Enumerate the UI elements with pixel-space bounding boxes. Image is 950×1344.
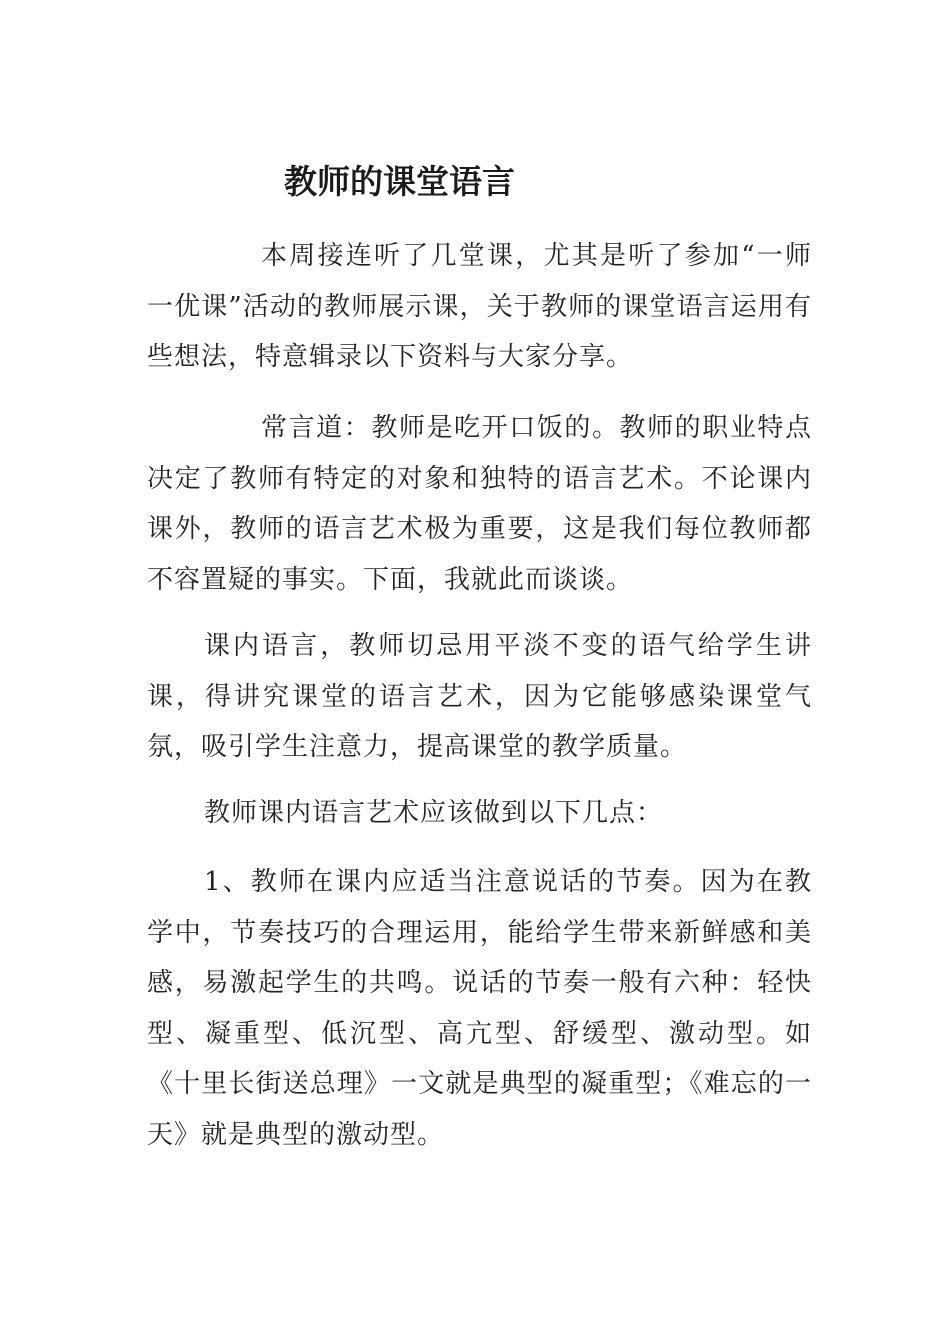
paragraph-saying: 常言道：教师是吃开口饭的。教师的职业特点决定了教师有特定的对象和独特的语言艺术。不论课内课外，教师的语言艺术极为重要，这是我们每位教师都不容置疑的事实。下面，我就此而谈谈。 [147,413,812,595]
paragraph-point-1: 1、教师在课内应适当注意说话的节奏。因为在教学中，节奏技巧的合理运用，能给学生带来新鲜感和美感，易激起学生的共鸣。说话的节奏一般有六种：轻快型、凝重型、低沉型、高亢型、舒缓型、激动型。如《十里长街送总理》一文就是典型的凝重型；《难忘的一天》就是典型的激动型。 [147,867,812,1150]
paragraph-points-intro: 教师课内语言艺术应该做到以下几点： [204,798,664,828]
paragraph-in-class-language: 课内语言，教师切忌用平淡不变的语气给学生讲课，得讲究课堂的语言艺术，因为它能够感染课堂气氛，吸引学生注意力，提高课堂的教学质量。 [147,631,812,762]
document-title: 教师的课堂语言 [284,162,515,201]
paragraph-intro: 本周接连听了几堂课，尤其是听了参加“一师一优课”活动的教师展示课，关于教师的课堂语言运用有些想法，特意辑录以下资料与大家分享。 [147,241,812,372]
